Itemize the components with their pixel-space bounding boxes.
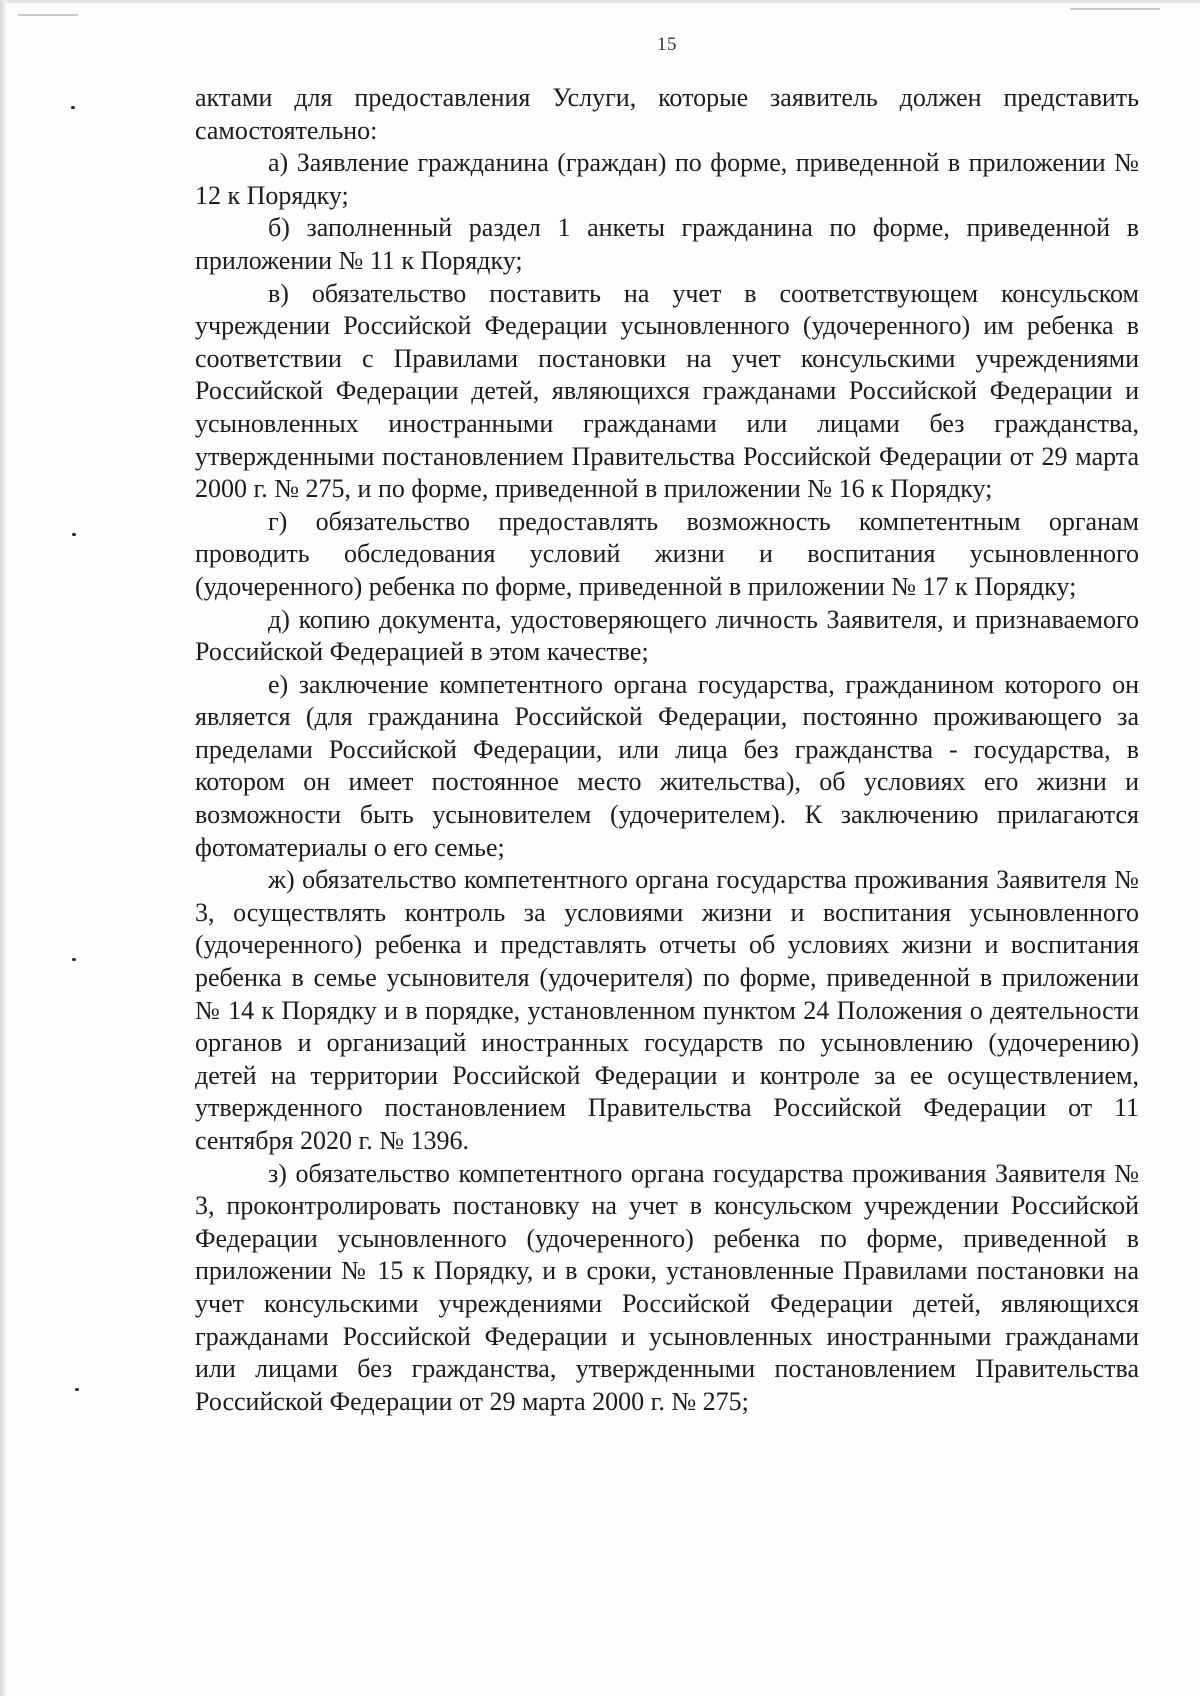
scan-left-edge	[0, 0, 6, 1696]
document-body	[195, 82, 1139, 1418]
scan-top-edge	[0, 0, 1200, 3]
list-item-z: з) обязательство компетентного органа государства проживания Заявителя № 3, проконтролировать постановку на учет в консульском учреждении Российской Федерации усыновленного (удочеренного) ребенка по форме, приведенной в приложении № 15 к Порядку, и в сроки, установленные Правилами постановки на учет консульскими учреждениями Российской Федерации детей, являющихся гражданами Российской Федерации и усыновленных иностранными гражданами или лицами без гражданства, утвержденными постановлением Правительства Российской Федерации от 29 марта 2000 г. № 275;	[195, 1158, 1139, 1416]
scan-speck	[72, 533, 76, 536]
list-item-e: е) заключение компетентного органа государства, гражданином которого он является (для гражданина Российской Федерации, постоянно проживающего за пределами Российской Федерации, или лица без гражданства - государства, в котором он имеет постоянное место жительства), об условиях его жизни и возможности быть усыновителем (удочерителем). К заключению прилагаются фотоматериалы о его семье;	[195, 669, 1139, 862]
list-item-zh: ж) обязательство компетентного органа государства проживания Заявителя № 3, осуществлять контроль за условиями жизни и воспитания усыновленного (удочеренного) ребенка и представлять отчеты об условиях жизни и воспитания ребенка в семье усыновителя (удочерителя) по форме, приведенной в приложении № 14 к Порядку и в порядке, установленном пунктом 24 Положения о деятельности органов и организаций иностранных государств по усыновлению (удочерению) детей на территории Российской Федерации и контроле за ее осуществлением, утвержденного постановлением Правительства Российской Федерации от 11 сентября 2020 г. № 1396.	[195, 865, 1139, 1155]
list-item-v: в) обязательство поставить на учет в соответствующем консульском учреждении Российской Федерации усыновленного (удочеренного) им ребенка в соответствии с Правилами постановки на учет консульскими учреждениями Российской Федерации детей, являющихся гражданами Российской Федерации и усыновленных иностранными гражданами или лицами без гражданства, утвержденными постановлением Правительства Российской Федерации от 29 марта 2000 г. № 275, и по форме, приведенной в приложении № 16 к Порядку;	[195, 278, 1139, 504]
list-item-d: д) копию документа, удостоверяющего личность Заявителя, и признаваемого Российской Федерацией в этом качестве;	[195, 604, 1139, 667]
scan-speck	[71, 106, 75, 109]
scan-artifact	[18, 14, 78, 16]
paragraph-intro: актами для предоставления Услуги, которые заявитель должен представить самостоятельно:	[195, 83, 1139, 145]
list-item-a: а) Заявление гражданина (граждан) по форме, приведенной в приложении № 12 к Порядку;	[195, 148, 1139, 210]
list-item-g: г) обязательство предоставлять возможность компетентным органам проводить обследования условий жизни и воспитания усыновленного (удочеренного) ребенка по форме, приведенной в приложении № 17 к Порядку;	[195, 506, 1139, 601]
scan-speck	[72, 958, 76, 961]
scan-speck	[75, 1388, 79, 1391]
page-number: 15	[657, 34, 677, 55]
scan-artifact	[1070, 8, 1160, 10]
list-item-b: б) заполненный раздел 1 анкеты гражданина по форме, приведенной в приложении № 11 к Порядку;	[195, 213, 1139, 275]
